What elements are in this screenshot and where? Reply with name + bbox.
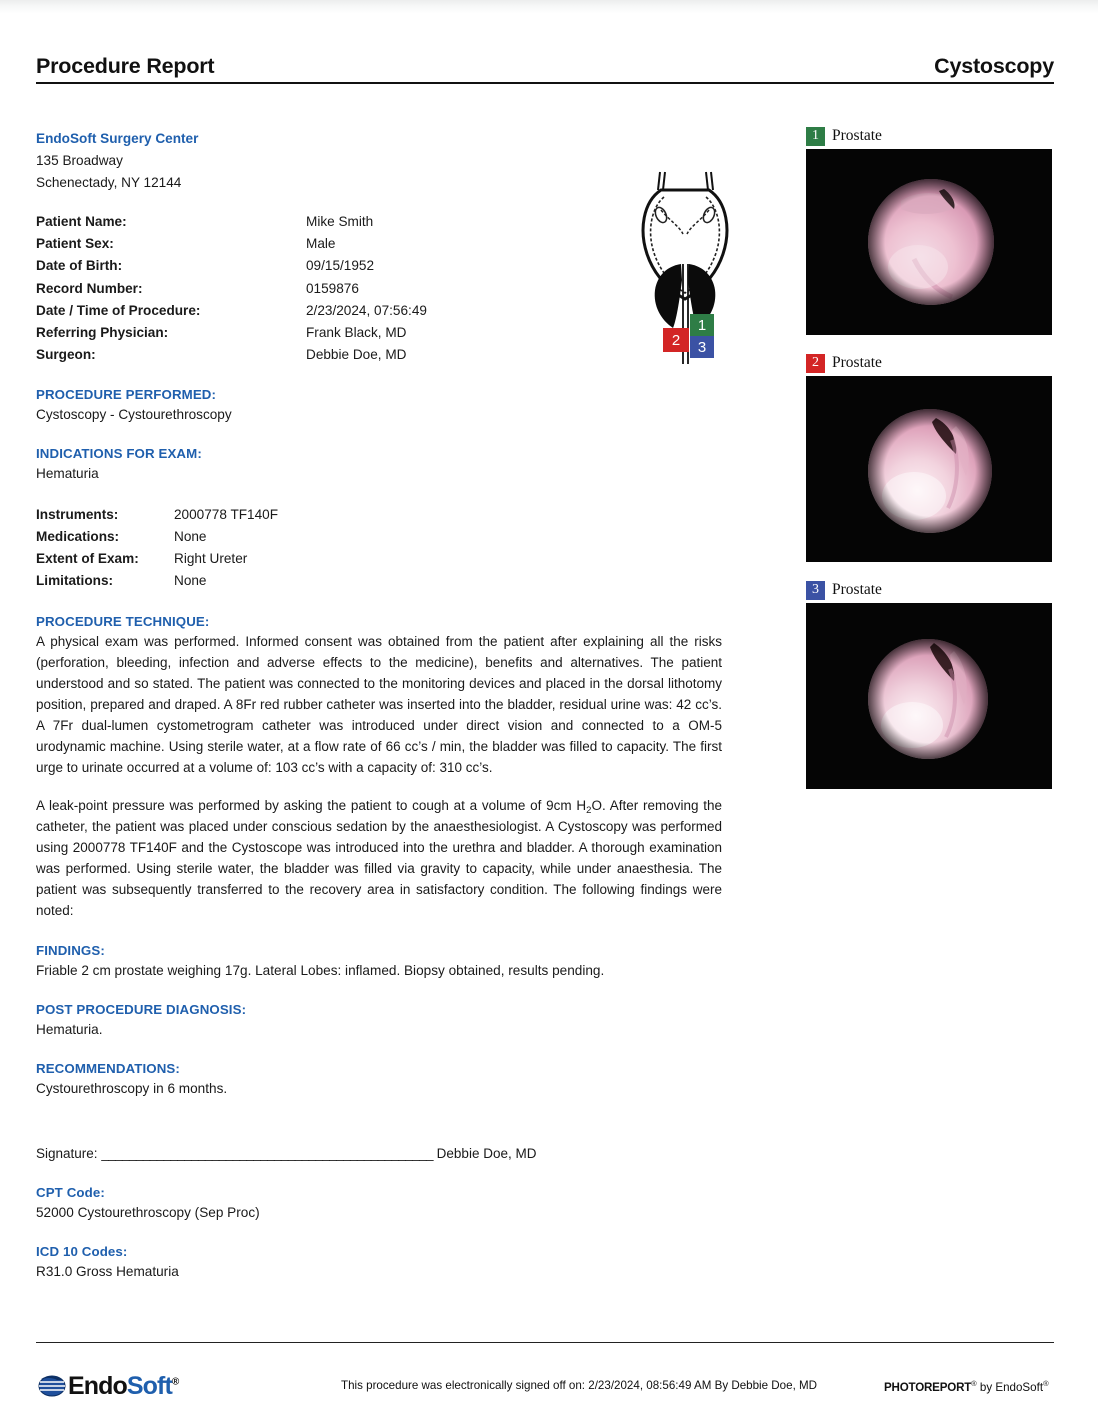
signature-name: Debbie Doe, MD bbox=[436, 1145, 537, 1161]
patient-field-label: Surgeon: bbox=[36, 346, 96, 362]
technique-paragraph-2 bbox=[36, 796, 722, 922]
endoscopic-image-item-3 bbox=[806, 580, 1052, 789]
section-heading: RECOMMENDATIONS: bbox=[36, 1061, 180, 1077]
table-row bbox=[36, 322, 427, 344]
section-heading: PROCEDURE TECHNIQUE: bbox=[36, 613, 210, 629]
exam-field-value: 2000778 TF140F bbox=[174, 506, 279, 522]
patient-field-label: Referring Physician: bbox=[36, 324, 169, 340]
bladder-prostate-diagram bbox=[633, 168, 737, 368]
signature-line: ________________________________________________ bbox=[101, 1145, 433, 1161]
table-row bbox=[36, 570, 278, 592]
patient-field-value: 09/15/1952 bbox=[306, 258, 375, 274]
footer-divider bbox=[36, 1342, 1054, 1343]
facility-address-line2: Schenectady, NY 12144 bbox=[36, 175, 182, 191]
section-cpt-code bbox=[36, 1183, 722, 1223]
section-text: Hematuria bbox=[36, 466, 99, 482]
exam-field-label: Instruments: bbox=[36, 506, 119, 522]
diagram-marker-1-label: 1 bbox=[697, 317, 707, 334]
endoscope-view-3 bbox=[806, 603, 1052, 789]
image-badge-2: 2 bbox=[806, 354, 825, 373]
patient-info-table bbox=[36, 211, 427, 366]
section-text: 52000 Cystourethroscopy (Sep Proc) bbox=[36, 1204, 260, 1220]
diagram-marker-2[interactable] bbox=[663, 328, 689, 352]
endoscopic-image-item-2 bbox=[806, 353, 1052, 562]
section-recommendations bbox=[36, 1059, 722, 1099]
endosoft-logo bbox=[38, 1370, 178, 1402]
bladder-diagram-svg bbox=[633, 168, 737, 368]
patient-field-value: 0159876 bbox=[306, 280, 359, 296]
section-findings bbox=[36, 941, 722, 981]
photoreport-registered-mark: ® bbox=[971, 1379, 977, 1388]
endoscopic-image-column bbox=[806, 126, 1052, 807]
footer-photoreport bbox=[884, 1379, 1049, 1394]
facility-address-line1: 135 Broadway bbox=[36, 153, 123, 169]
patient-field-value: Frank Black, MD bbox=[306, 324, 407, 340]
section-text: Hematuria. bbox=[36, 1021, 103, 1037]
section-text: R31.0 Gross Hematuria bbox=[36, 1264, 179, 1280]
section-procedure-performed bbox=[36, 385, 722, 425]
section-text: Friable 2 cm prostate weighing 17g. Lateral Lobes: inflamed. Biopsy obtained, results pending. bbox=[36, 962, 605, 978]
section-procedure-technique bbox=[36, 612, 722, 922]
exam-field-label: Extent of Exam: bbox=[36, 550, 139, 566]
image-badge-1: 1 bbox=[806, 127, 825, 146]
footer-signoff-text: This procedure was electronically signed off on: 2/23/2024, 08:56:49 AM By Debbie Doe, MD bbox=[341, 1379, 818, 1392]
endoscope-view-2 bbox=[806, 376, 1052, 562]
section-indications bbox=[36, 444, 722, 484]
exam-field-label: Medications: bbox=[36, 528, 120, 544]
technique-paragraph-1: A physical exam was performed. Informed consent was obtained from the patient after explaining all the risks (perforation, bleeding, infection and adverse effects to the medicine), benefits and alternatives. The patient understood and so stated. The patient was connected to the monitoring devices and placed in the dorsal lithotomy position, prepared and draped. A 8Fr red rubber catheter was inserted into the bladder, residual urine was: 42 cc’s. A 7Fr dual-lumen cystometrogram catheter was introduced under direct vision and connected to a OM-5 urodynamic machine. Using sterile water, at a flow rate of 66 cc’s / min, the bladder was filled to capacity. The first urge to urinate occurred at a volume of: 103 cc’s with a capacity of: 310 cc’s. bbox=[36, 633, 722, 775]
endoscopic-image-item-1 bbox=[806, 126, 1052, 335]
logo-endo: Endo bbox=[68, 1371, 127, 1400]
image-label-3: Prostate bbox=[832, 581, 882, 598]
patient-field-label: Record Number: bbox=[36, 280, 143, 296]
exam-field-label: Limitations: bbox=[36, 572, 114, 588]
logo-soft: Soft bbox=[126, 1371, 172, 1400]
endoscope-view-1 bbox=[806, 149, 1052, 335]
table-row bbox=[36, 211, 427, 233]
image-label-1: Prostate bbox=[832, 127, 882, 144]
patient-field-label: Date / Time of Procedure: bbox=[36, 302, 201, 318]
table-row bbox=[36, 278, 427, 300]
image-label-row-2 bbox=[806, 353, 1052, 373]
section-heading: ICD 10 Codes: bbox=[36, 1244, 128, 1260]
table-row bbox=[36, 255, 427, 277]
image-label-row-3 bbox=[806, 580, 1052, 600]
page-footer bbox=[36, 1370, 1054, 1410]
section-text: Cystoscopy - Cystourethroscopy bbox=[36, 407, 232, 423]
endosoft-logo-icon bbox=[38, 1373, 66, 1399]
technique-paragraph-2-part1: A leak-point pressure was performed by asking the patient to cough at a volume of 9cm H bbox=[36, 797, 587, 813]
section-heading: CPT Code: bbox=[36, 1184, 105, 1200]
image-label-row-1 bbox=[806, 126, 1052, 146]
endosoft-logo-text bbox=[68, 1371, 179, 1400]
patient-field-label: Patient Name: bbox=[36, 214, 127, 230]
signature-block bbox=[36, 1144, 722, 1164]
table-row bbox=[36, 526, 278, 548]
section-heading: FINDINGS: bbox=[36, 942, 105, 958]
section-text: Cystourethroscopy in 6 months. bbox=[36, 1081, 228, 1097]
section-heading: POST PROCEDURE DIAGNOSIS: bbox=[36, 1001, 247, 1017]
patient-field-value: 2/23/2024, 07:56:49 bbox=[306, 302, 427, 318]
diagram-marker-3-label: 3 bbox=[697, 339, 707, 356]
exam-details-table bbox=[36, 504, 278, 592]
patient-field-label: Patient Sex: bbox=[36, 236, 114, 252]
patient-field-value: Male bbox=[306, 236, 336, 252]
table-row bbox=[36, 504, 278, 526]
table-row bbox=[36, 300, 427, 322]
patient-field-label: Date of Birth: bbox=[36, 258, 123, 274]
section-heading: PROCEDURE PERFORMED: bbox=[36, 387, 217, 403]
section-heading: INDICATIONS FOR EXAM: bbox=[36, 446, 202, 462]
endoscopic-image-3[interactable] bbox=[806, 603, 1052, 789]
diagram-marker-2-label: 2 bbox=[671, 332, 681, 349]
water-subscript: 2 bbox=[586, 804, 592, 816]
endoscopic-image-2[interactable] bbox=[806, 376, 1052, 562]
exam-field-value: Right Ureter bbox=[174, 550, 248, 566]
photoreport-by-registered-mark: ® bbox=[1043, 1379, 1049, 1388]
page-title: Procedure Report bbox=[36, 54, 215, 78]
technique-paragraph-2-part2: O. After removing the catheter, the patient was placed under conscious sedation by the anaesthesiologist. A Cystoscopy was performed using 2000778 TF140F and the Cystoscope was introduced into the urethra and bladder. A thorough examination was performed. Using sterile water, the bladder was filled via gravity to capacity, while under anaesthesia. The patient was subsequently transferred to the recovery area in satisfactory condition. The following findings were noted: bbox=[36, 797, 722, 918]
photoreport-label: PHOTOREPORT bbox=[884, 1380, 972, 1394]
report-header bbox=[36, 55, 1054, 84]
report-body bbox=[36, 128, 722, 1282]
table-row bbox=[36, 548, 278, 570]
photoreport-by: by EndoSoft bbox=[976, 1380, 1044, 1394]
patient-field-value: Mike Smith bbox=[306, 214, 374, 230]
diagram-marker-1[interactable] bbox=[690, 314, 714, 336]
exam-field-value: None bbox=[174, 572, 207, 588]
endoscopic-image-1[interactable] bbox=[806, 149, 1052, 335]
table-row bbox=[36, 344, 427, 366]
procedure-type-title: Cystoscopy bbox=[934, 54, 1054, 78]
logo-registered-mark: ® bbox=[171, 1376, 179, 1388]
signature-label: Signature: bbox=[36, 1145, 98, 1161]
table-row bbox=[36, 233, 427, 255]
section-post-procedure-diagnosis bbox=[36, 1000, 722, 1040]
image-label-2: Prostate bbox=[832, 354, 882, 371]
image-badge-3: 3 bbox=[806, 581, 825, 600]
diagram-marker-3[interactable] bbox=[690, 336, 714, 358]
exam-field-value: None bbox=[174, 528, 207, 544]
section-icd-codes bbox=[36, 1242, 722, 1282]
patient-field-value: Debbie Doe, MD bbox=[306, 346, 407, 362]
facility-name: EndoSoft Surgery Center bbox=[36, 131, 199, 146]
